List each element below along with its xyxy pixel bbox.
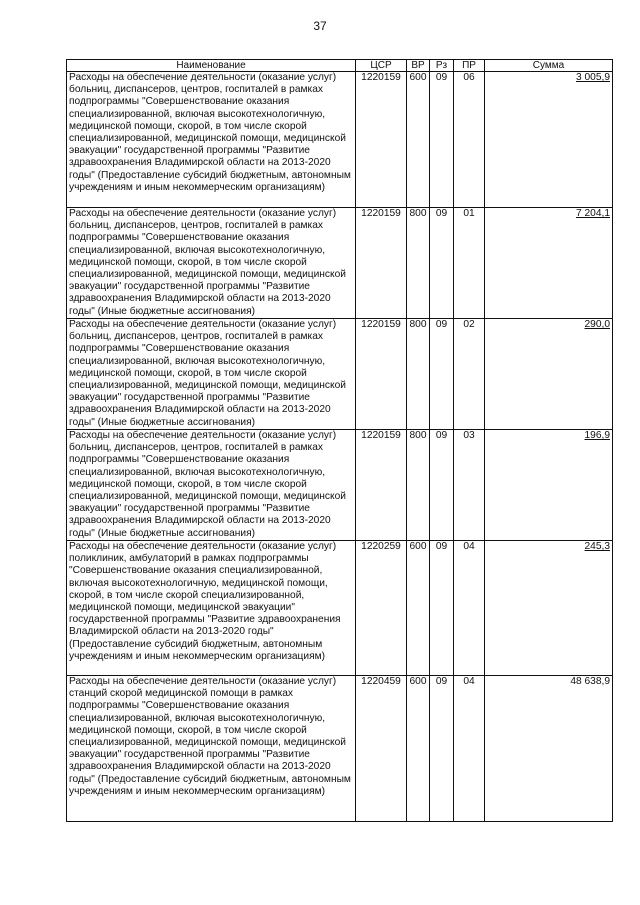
- header-pr: ПР: [454, 60, 485, 72]
- header-sum: Сумма: [485, 60, 613, 72]
- row-csr: 1220259: [356, 541, 407, 676]
- row-vr: 800: [407, 430, 430, 541]
- row-csr: 1220459: [356, 676, 407, 822]
- row-name: Расходы на обеспечение деятельности (оказание услуг) больниц, диспансеров, центров, госпиталей в рамках подпрограммы "Совершенствование оказания специализированной, включая высокотехнологичную, медицинской помощи, скорой, в том числе скорой специализированной, медицинской помощи, медицинской эвакуации" государственной программы "Развитие здравоохранения Владимирской области на 2013-2020 годы" (Иные бюджетные ассигнования): [67, 319, 356, 430]
- row-rz: 09: [430, 319, 454, 430]
- row-sum: 48 638,9: [485, 676, 613, 822]
- row-rz: 09: [430, 208, 454, 319]
- table-row: [67, 319, 613, 430]
- row-pr: 06: [454, 72, 485, 208]
- header-vr: ВР: [407, 60, 430, 72]
- header-name: Наименование: [67, 60, 356, 72]
- header-csr: ЦСР: [356, 60, 407, 72]
- row-sum: 7 204,1: [485, 208, 613, 319]
- row-rz: 09: [430, 676, 454, 822]
- row-name: Расходы на обеспечение деятельности (оказание услуг) больниц, диспансеров, центров, госпиталей в рамках подпрограммы "Совершенствование оказания специализированной, включая высокотехнологичную, медицинской помощи, скорой, в том числе скорой специализированной, медицинской помощи, медицинской эвакуации" государственной программы "Развитие здравоохранения Владимирской области на 2013-2020 годы" (Иные бюджетные ассигнования): [67, 208, 356, 319]
- table-row: [67, 676, 613, 822]
- budget-table: [66, 59, 613, 822]
- row-pr: 02: [454, 319, 485, 430]
- row-csr: 1220159: [356, 208, 407, 319]
- row-vr: 800: [407, 319, 430, 430]
- page-number: 37: [313, 19, 327, 33]
- row-vr: 800: [407, 208, 430, 319]
- header-row: [67, 60, 613, 72]
- table-row: [67, 541, 613, 676]
- row-sum: 290,0: [485, 319, 613, 430]
- row-pr: 04: [454, 541, 485, 676]
- row-sum: 245,3: [485, 541, 613, 676]
- row-csr: 1220159: [356, 319, 407, 430]
- table-row: [67, 208, 613, 319]
- row-vr: 600: [407, 72, 430, 208]
- header-rz: Рз: [430, 60, 454, 72]
- row-sum: 3 005,9: [485, 72, 613, 208]
- row-pr: 04: [454, 676, 485, 822]
- row-name: Расходы на обеспечение деятельности (оказание услуг) поликлиник, амбулаторий в рамках подпрограммы "Совершенствование оказания специализированной, включая высокотехнологичную, медицинской помощи, скорой, в том числе скорой специализированной, медицинской помощи, медицинской эвакуации" государственной программы "Развитие здравоохранения Владимирской области на 2013-2020 годы" (Предоставление субсидий бюджетным, автономным учреждениям и иным некоммерческим организациям): [67, 541, 356, 676]
- table-row: [67, 72, 613, 208]
- row-pr: 01: [454, 208, 485, 319]
- row-pr: 03: [454, 430, 485, 541]
- row-rz: 09: [430, 541, 454, 676]
- row-name: Расходы на обеспечение деятельности (оказание услуг) станций скорой медицинской помощи в рамках подпрограммы "Совершенствование оказания специализированной, включая высокотехнологичную, медицинской помощи, скорой, в том числе скорой специализированной, медицинской помощи, медицинской эвакуации" государственной программы "Развитие здравоохранения Владимирской области на 2013-2020 годы" (Предоставление субсидий бюджетным, автономным учреждениям и иным некоммерческим организациям): [67, 676, 356, 822]
- row-name: Расходы на обеспечение деятельности (оказание услуг) больниц, диспансеров, центров, госпиталей в рамках подпрограммы "Совершенствование оказания специализированной, включая высокотехнологичную, медицинской помощи, скорой, в том числе скорой специализированной, медицинской помощи, медицинской эвакуации" государственной программы "Развитие здравоохранения Владимирской области на 2013-2020 годы" (Предоставление субсидий бюджетным, автономным учреждениям и иным некоммерческим организациям): [67, 72, 356, 208]
- row-vr: 600: [407, 541, 430, 676]
- row-rz: 09: [430, 430, 454, 541]
- table-row: [67, 430, 613, 541]
- row-name: Расходы на обеспечение деятельности (оказание услуг) больниц, диспансеров, центров, госпиталей в рамках подпрограммы "Совершенствование оказания специализированной, включая высокотехнологичную, медицинской помощи, скорой, в том числе скорой специализированной, медицинской помощи, медицинской эвакуации" государственной программы "Развитие здравоохранения Владимирской области на 2013-2020 годы" (Иные бюджетные ассигнования): [67, 430, 356, 541]
- row-sum: 196,9: [485, 430, 613, 541]
- row-rz: 09: [430, 72, 454, 208]
- row-csr: 1220159: [356, 430, 407, 541]
- row-csr: 1220159: [356, 72, 407, 208]
- row-vr: 600: [407, 676, 430, 822]
